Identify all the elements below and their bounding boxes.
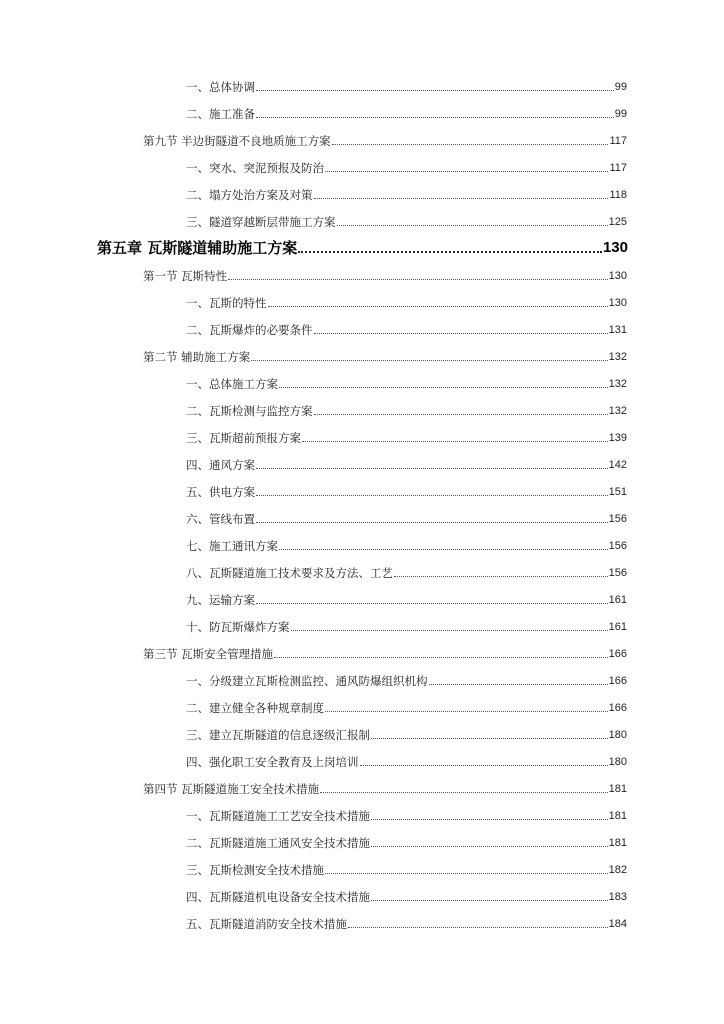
toc-section-entry[interactable] xyxy=(143,776,627,796)
toc-entry-title: 四、强化职工安全教育及上岗培训 xyxy=(186,755,359,769)
toc-entry-page: 130 xyxy=(608,297,627,309)
toc-entry-page: 99 xyxy=(614,81,627,93)
toc-entry[interactable] xyxy=(186,533,627,553)
toc-leader-dots xyxy=(256,90,614,91)
toc-leader-dots xyxy=(394,576,608,577)
toc-entry[interactable] xyxy=(186,155,627,175)
toc-entry[interactable] xyxy=(186,74,627,94)
toc-leader-dots xyxy=(268,306,608,307)
toc-entry-page: 130 xyxy=(608,270,627,282)
toc-entry[interactable] xyxy=(186,614,627,634)
toc-entry-title: 一、瓦斯隧道施工工艺安全技术措施 xyxy=(186,809,370,823)
toc-entry-title: 第二节 辅助施工方案 xyxy=(143,350,251,364)
toc-leader-dots xyxy=(256,603,608,604)
toc-entry-page: 180 xyxy=(608,729,627,741)
toc-entry-title: 二、塌方处治方案及对策 xyxy=(186,188,313,202)
toc-leader-dots xyxy=(325,171,608,172)
toc-leader-dots xyxy=(274,657,607,658)
toc-leader-dots xyxy=(371,819,608,820)
toc-section-entry[interactable] xyxy=(143,641,627,661)
toc-entry-title: 一、总体协调 xyxy=(186,80,255,94)
toc-entry-title: 二、瓦斯爆炸的必要条件 xyxy=(186,323,313,337)
toc-entry[interactable] xyxy=(186,371,627,391)
toc-entry[interactable] xyxy=(186,506,627,526)
toc-entry[interactable] xyxy=(186,425,627,445)
toc-entry-page: 132 xyxy=(608,378,627,390)
toc-entry-title: 六、管线布置 xyxy=(186,512,255,526)
toc-entry-page: 156 xyxy=(608,567,627,579)
toc-entry-page: 183 xyxy=(608,891,627,903)
toc-entry-page: 156 xyxy=(608,513,627,525)
toc-entry[interactable] xyxy=(186,857,627,877)
toc-entry-page: 166 xyxy=(608,702,627,714)
toc-leader-dots xyxy=(320,792,607,793)
toc-entry-title: 三、瓦斯检测安全技术措施 xyxy=(186,863,324,877)
toc-entry-page: 156 xyxy=(608,540,627,552)
toc-entry[interactable] xyxy=(186,452,627,472)
toc-entry-title: 五、供电方案 xyxy=(186,485,255,499)
toc-leader-dots xyxy=(279,549,608,550)
toc-entry[interactable] xyxy=(186,182,627,202)
toc-leader-dots xyxy=(371,738,608,739)
toc-entry-page: 180 xyxy=(608,756,627,768)
toc-leader-dots xyxy=(291,630,608,631)
toc-entry[interactable] xyxy=(186,695,627,715)
toc-entry-title: 第三节 瓦斯安全管理措施 xyxy=(143,647,274,661)
toc-entry-title: 三、隧道穿越断层带施工方案 xyxy=(186,215,336,229)
toc-entry-title: 一、总体施工方案 xyxy=(186,377,278,391)
toc-chapter-entry[interactable] xyxy=(97,235,628,257)
toc-entry-title: 第一节 瓦斯特性 xyxy=(143,269,228,283)
toc-section-entry[interactable] xyxy=(143,263,627,283)
toc-leader-dots xyxy=(228,279,607,280)
toc-entry[interactable] xyxy=(186,830,627,850)
toc-entry[interactable] xyxy=(186,884,627,904)
toc-entry[interactable] xyxy=(186,911,627,931)
toc-entry[interactable] xyxy=(186,803,627,823)
toc-entry-page: 132 xyxy=(608,405,627,417)
toc-entry-title: 二、施工准备 xyxy=(186,107,255,121)
toc-entry-title: 九、运输方案 xyxy=(186,593,255,607)
toc-leader-dots xyxy=(325,873,608,874)
toc-entry-title: 十、防瓦斯爆炸方案 xyxy=(186,620,290,634)
toc-leader-dots xyxy=(332,144,609,145)
toc-entry-title: 一、分级建立瓦斯检测监控、通风防爆组织机构 xyxy=(186,674,428,688)
toc-leader-dots xyxy=(256,522,608,523)
toc-entry[interactable] xyxy=(186,317,627,337)
toc-leader-dots xyxy=(429,684,608,685)
toc-leader-dots xyxy=(360,765,608,766)
toc-entry-page: 130 xyxy=(602,239,628,256)
toc-entry-page: 182 xyxy=(608,864,627,876)
toc-leader-dots xyxy=(371,846,608,847)
toc-entry-title: 四、通风方案 xyxy=(186,458,255,472)
toc-entry-title: 三、建立瓦斯隧道的信息逐级汇报制 xyxy=(186,728,370,742)
toc-entry-page: 161 xyxy=(608,594,627,606)
toc-entry-page: 184 xyxy=(608,918,627,930)
toc-entry-page: 117 xyxy=(609,135,627,147)
toc-entry-title: 一、瓦斯的特性 xyxy=(186,296,267,310)
toc-entry-page: 166 xyxy=(608,648,627,660)
toc-entry-page: 125 xyxy=(608,216,627,228)
toc-entry-page: 99 xyxy=(614,108,627,120)
toc-entry-page: 161 xyxy=(608,621,627,633)
toc-entry-page: 118 xyxy=(609,189,627,201)
toc-entry-title: 第五章 瓦斯隧道辅助施工方案 xyxy=(97,239,298,257)
toc-entry-page: 181 xyxy=(608,837,627,849)
toc-leader-dots xyxy=(337,225,608,226)
toc-entry-title: 二、瓦斯检测与监控方案 xyxy=(186,404,313,418)
toc-leader-dots xyxy=(302,441,608,442)
toc-entry-page: 166 xyxy=(608,675,627,687)
toc-entry[interactable] xyxy=(186,722,627,742)
toc-leader-dots xyxy=(256,495,608,496)
toc-entry-title: 二、建立健全各种规章制度 xyxy=(186,701,324,715)
toc-entry-title: 八、瓦斯隧道施工技术要求及方法、工艺 xyxy=(186,566,393,580)
toc-entry[interactable] xyxy=(186,290,627,310)
toc-entry[interactable] xyxy=(186,668,627,688)
toc-leader-dots xyxy=(314,198,609,199)
toc-leader-dots xyxy=(298,251,602,253)
toc-entry[interactable] xyxy=(186,479,627,499)
toc-entry[interactable] xyxy=(186,209,627,229)
toc-entry-title: 一、突水、突泥预报及防治 xyxy=(186,161,324,175)
toc-entry-page: 131 xyxy=(608,324,627,336)
toc-entry[interactable] xyxy=(186,749,627,769)
toc-leader-dots xyxy=(256,468,608,469)
toc-entry-page: 142 xyxy=(608,459,627,471)
toc-entry-page: 132 xyxy=(608,351,627,363)
toc-entry-page: 181 xyxy=(608,783,627,795)
toc-entry-title: 三、瓦斯超前预报方案 xyxy=(186,431,301,445)
toc-entry-title: 五、瓦斯隧道消防安全技术措施 xyxy=(186,917,347,931)
toc-entry[interactable] xyxy=(186,101,627,121)
toc-leader-dots xyxy=(314,333,608,334)
toc-entry[interactable] xyxy=(186,587,627,607)
toc-section-entry[interactable] xyxy=(143,344,627,364)
toc-leader-dots xyxy=(279,387,608,388)
toc-entry[interactable] xyxy=(186,560,627,580)
toc-entry-page: 151 xyxy=(608,486,627,498)
toc-entry-title: 第四节 瓦斯隧道施工安全技术措施 xyxy=(143,782,320,796)
toc-leader-dots xyxy=(314,414,608,415)
toc-entry-title: 四、瓦斯隧道机电设备安全技术措施 xyxy=(186,890,370,904)
toc-leader-dots xyxy=(256,117,614,118)
toc-entry-title: 第九节 半边街隧道不良地质施工方案 xyxy=(143,134,331,148)
toc-entry-page: 139 xyxy=(608,432,627,444)
toc-section-entry[interactable] xyxy=(143,128,627,148)
toc-entry-page: 181 xyxy=(608,810,627,822)
toc-leader-dots xyxy=(325,711,608,712)
toc-entry-title: 七、施工通讯方案 xyxy=(186,539,278,553)
toc-leader-dots xyxy=(371,900,608,901)
toc-leader-dots xyxy=(348,927,608,928)
toc-entry-page: 117 xyxy=(609,162,627,174)
toc-leader-dots xyxy=(251,360,607,361)
toc-entry-title: 二、瓦斯隧道施工通风安全技术措施 xyxy=(186,836,370,850)
toc-entry[interactable] xyxy=(186,398,627,418)
